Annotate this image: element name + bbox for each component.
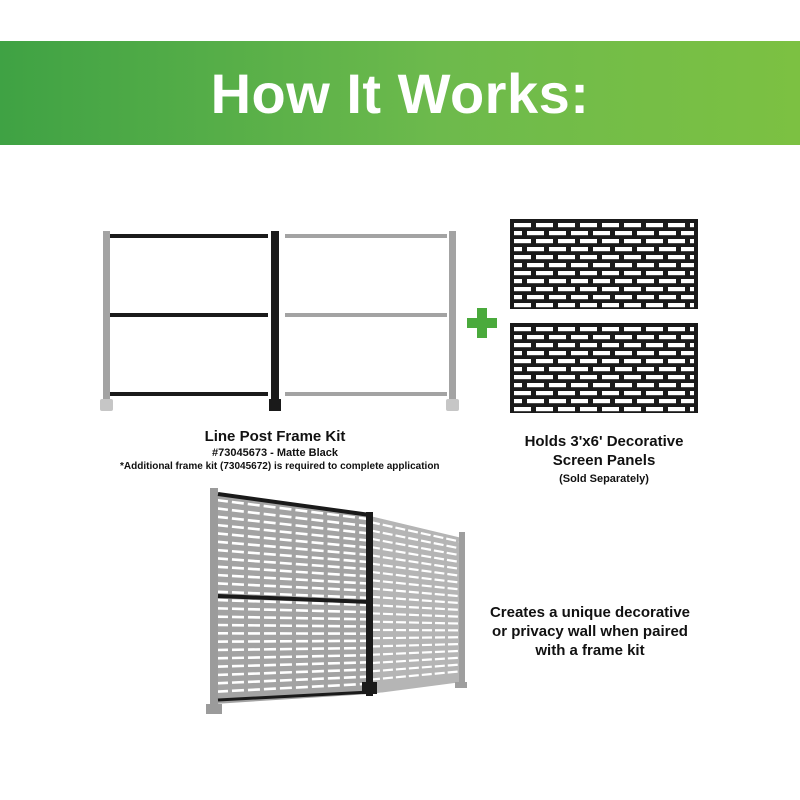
- frame-kit-note: *Additional frame kit (73045672) is required to complete application: [120, 461, 440, 472]
- panels-note: (Sold Separately): [559, 473, 649, 485]
- page-title: How It Works:: [210, 61, 590, 125]
- frame-kit-sku: #73045673 - Matte Black: [212, 447, 338, 459]
- screen-panel-illustration: [510, 219, 698, 413]
- panels-title-line2: Screen Panels: [552, 452, 656, 469]
- header-banner: [0, 41, 800, 145]
- panels-title-line1: Holds 3'x6' Decorative: [524, 433, 684, 450]
- frame-kit-title: Line Post Frame Kit: [204, 428, 346, 445]
- frame-kit-illustration: [95, 225, 465, 417]
- result-line1: Creates a unique decorative: [489, 604, 691, 621]
- result-caption: [485, 603, 695, 660]
- frame-kit-caption: [120, 427, 440, 474]
- plus-icon: [465, 306, 499, 340]
- result-line3: with a frame kit: [535, 642, 645, 659]
- panels-caption: [510, 432, 698, 486]
- assembled-wall-illustration: [200, 486, 480, 718]
- result-line2: or privacy wall when paired: [492, 623, 688, 640]
